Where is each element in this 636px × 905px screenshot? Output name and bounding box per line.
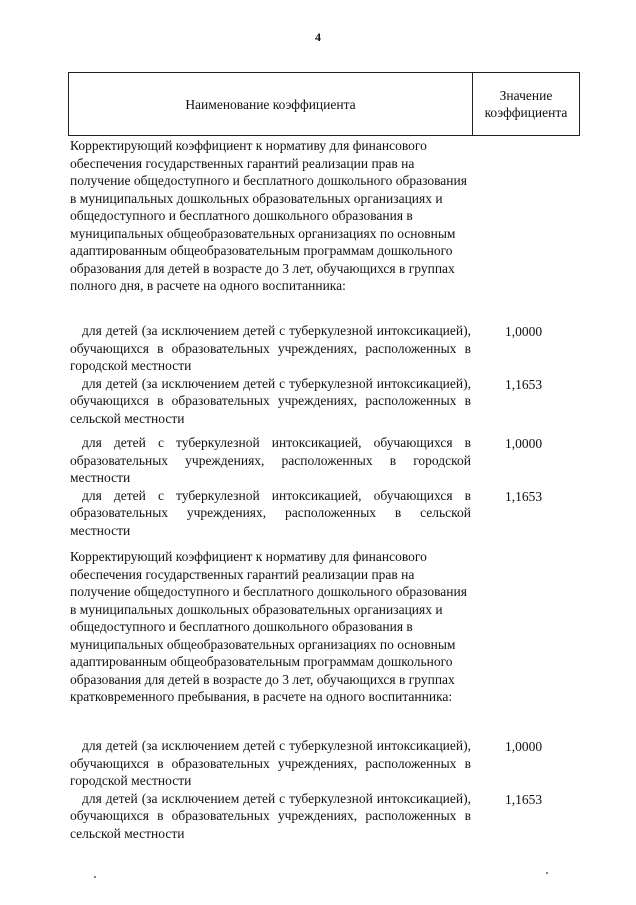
- table-row: [70, 434, 576, 487]
- row-text: для детей (за исключением детей с туберкулезной интоксикацией), обучающихся в образовательных учреждениях, расположенных в сельской местности: [70, 790, 471, 841]
- row-value: 1,0000: [504, 324, 543, 339]
- section-2-rows: [70, 737, 576, 842]
- section-1-rows-b: [70, 434, 576, 539]
- table-row: [70, 322, 576, 375]
- table-row: [70, 790, 576, 843]
- column-header-value-line2: коэффициента: [484, 105, 568, 120]
- section-heading: Корректирующий коэффициент к нормативу для финансового обеспечения государственных гарантий реализации прав на получение общедоступного и бесплатного дошкольного образования в муниципальных дошкольных образовательных организациях и общедоступного и бесплатного дошкольного образования в муниципальных общеобразовательных организациях по основным адаптированным общеобразовательным программам дошкольного образования для детей в возрасте до 3 лет, обучающихся в группах полного дня, в расчете на одного воспитанника:: [70, 138, 467, 293]
- section-1-rows-a: [70, 322, 576, 427]
- section-1: [70, 137, 576, 295]
- column-header-value-line1: Значение: [499, 88, 553, 103]
- section-2: [70, 548, 576, 706]
- row-text: для детей с туберкулезной интоксикацией, обучающихся в образовательных учреждениях, расположенных в городской местности: [70, 435, 471, 485]
- row-text: для детей (за исключением детей с туберкулезной интоксикацией), обучающихся в образовательных учреждениях, расположенных в городской местности: [70, 323, 471, 373]
- page-number: 4: [315, 30, 321, 44]
- table-row: [70, 487, 576, 540]
- row-value: 1,0000: [504, 436, 543, 451]
- row-value: 1,1653: [504, 488, 543, 504]
- row-value: 1,0000: [504, 739, 543, 754]
- row-text: для детей с туберкулезной интоксикацией, обучающихся в образовательных учреждениях, расположенных в сельской местности: [70, 487, 471, 538]
- column-header-name: Наименование коэффициента: [185, 97, 356, 112]
- row-text: для детей (за исключением детей с туберкулезной интоксикацией), обучающихся в образовательных учреждениях, расположенных в городской местности: [70, 738, 471, 788]
- row-text: для детей (за исключением детей с туберкулезной интоксикацией), обучающихся в образовательных учреждениях, расположенных в сельской местности: [70, 375, 471, 426]
- section-heading: Корректирующий коэффициент к нормативу для финансового обеспечения государственных гарантий реализации прав на получение общедоступного и бесплатного дошкольного образования в муниципальных дошкольных образовательных организациях и общедоступного и бесплатного дошкольного образования в муниципальных общеобразовательных организациях по основным адаптированным общеобразовательным программам дошкольного образования для детей в возрасте до 3 лет, обучающихся в группах кратковременного пребывания, в расчете на одного воспитанника:: [70, 549, 467, 704]
- scan-speck: [546, 872, 548, 874]
- row-value: 1,1653: [504, 791, 543, 807]
- table-row: [70, 737, 576, 790]
- row-value: 1,1653: [504, 376, 543, 392]
- column-header-value: [472, 73, 579, 135]
- table-row: [70, 375, 576, 428]
- scan-speck: [94, 876, 96, 878]
- table-header: [68, 72, 580, 136]
